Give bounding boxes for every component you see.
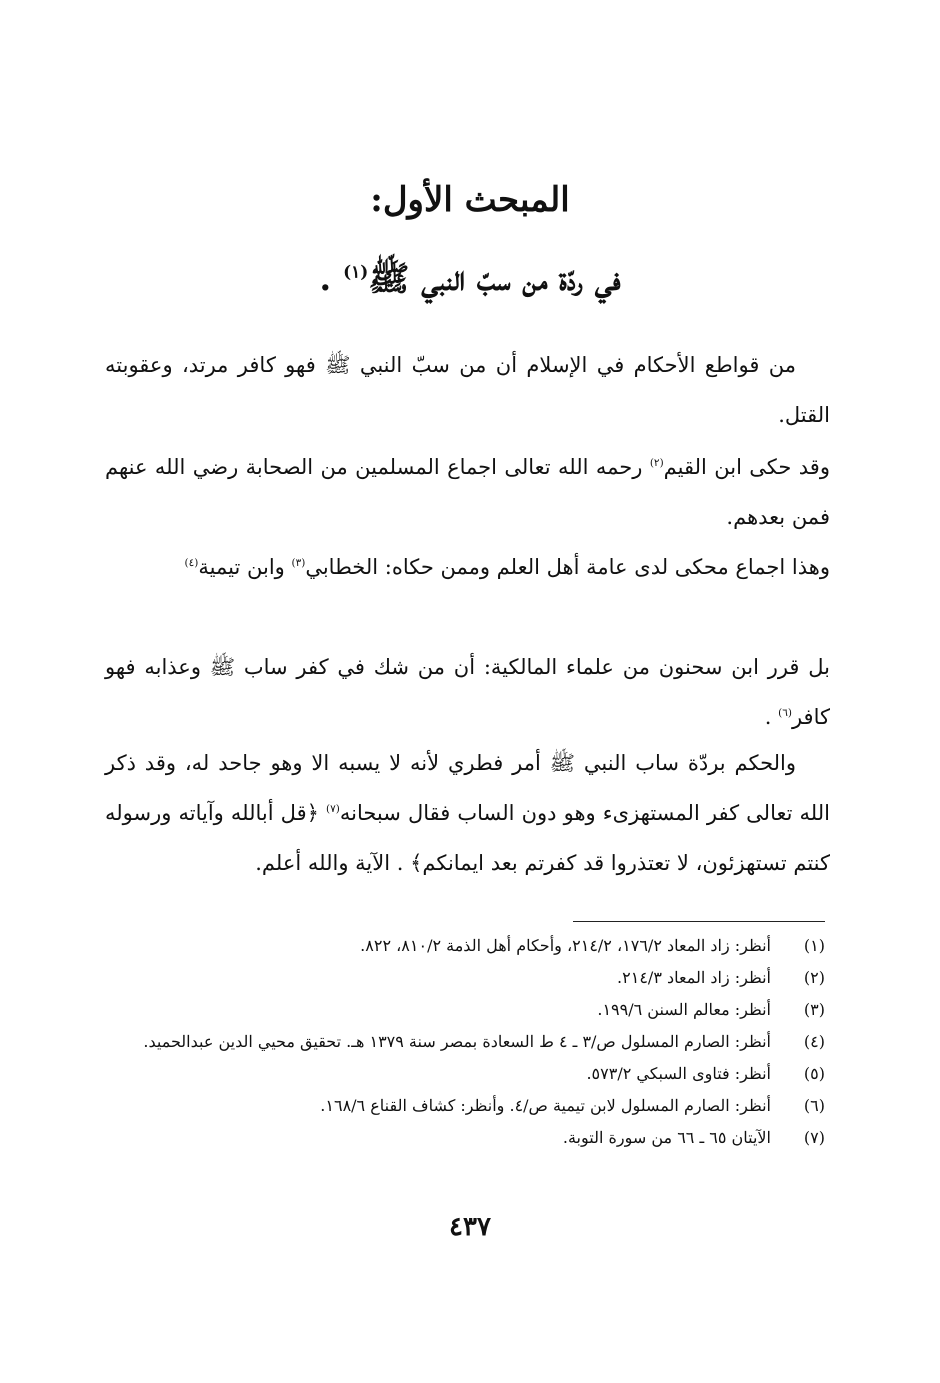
section-title-end: .: [319, 259, 344, 299]
footnote-number: (٦): [803, 1096, 825, 1115]
footnote-number: (٢): [803, 968, 825, 987]
footnote-text: أنظر: زاد المعاد ٢١٤/٣.: [617, 968, 771, 987]
footnotes-list: [135, 930, 825, 1154]
page-number: ٤٣٧: [449, 1212, 491, 1242]
paragraph-3: [105, 542, 830, 592]
footnote-text: أنظر: زاد المعاد ١٧٦/٢، ٢١٤/٢، وأحكام أهل الذمة ٨١٠/٢، ٨٢٢.: [360, 936, 771, 955]
section-title-text: في ردّة من سبّ النبي ﷺ: [368, 259, 621, 299]
paragraph-3-text-a: وهذا اجماع محكى لدى عامة أهل العلم وممن حكاه: الخطابي: [305, 555, 830, 579]
footnote-ref[interactable]: (٤): [184, 557, 199, 569]
footnote-number: (١): [803, 936, 825, 955]
footnote-number: (٧): [803, 1128, 825, 1147]
paragraph-5-text-b: ﴿قل أبالله وآياته ورسوله كنتم تستهزئون، لا تعتذروا قد كفرتم بعد ايمانكم﴾ . الآية والله أعلم.: [105, 801, 830, 875]
paragraph-1-text: من قواطع الأحكام في الإسلام أن من سبّ النبي ﷺ فهو كافر مرتد، وعقوبته القتل.: [105, 353, 830, 427]
footnote-number: (٤): [803, 1032, 825, 1051]
footnote-ref[interactable]: (١): [343, 262, 369, 283]
footnote-item: [135, 994, 825, 1026]
footnote-text: أنظر: الصارم المسلول لابن تيمية ص/٤. وأنظر: كشاف القناع ١٦٨/٦.: [320, 1096, 771, 1115]
paragraph-2-text-b: رحمه الله تعالى اجماع المسلمين من الصحابة رضي الله عنهم فمن بعدهم.: [105, 455, 830, 529]
footnote-ref[interactable]: (٣): [291, 557, 306, 569]
paragraph-2-text-a: وقد حكى ابن القيم: [663, 455, 830, 479]
paragraph-4-text-b: .: [764, 705, 779, 729]
footnote-text: الآيتان ٦٥ ـ ٦٦ من سورة التوبة.: [562, 1128, 771, 1147]
footnote-item: [135, 962, 825, 994]
chapter-heading-text: المبحث الأول:: [370, 180, 570, 220]
paragraph-1: [105, 340, 830, 440]
paragraph-5-text-a: والحكم بردّة ساب النبي ﷺ أمر فطري لأنه لا يسبه الا وهو جاحد له، وقد ذكر الله تعالى كفر المستهزىء وهو دون الساب فقال سبحانه: [105, 751, 830, 825]
footnote-number: (٥): [803, 1064, 825, 1083]
footnote-item: [135, 1058, 825, 1090]
paragraph-3-text-b: وابن تيمية: [198, 555, 292, 579]
footnote-item: [135, 1122, 825, 1154]
footnote-ref[interactable]: (٦): [778, 707, 792, 719]
footnote-item: [135, 1026, 825, 1058]
footnote-text: أنظر: فتاوى السبكي ٥٧٣/٢.: [586, 1064, 771, 1083]
paragraph-4-text-a: بل قرر ابن سحنون من علماء المالكية: أن من شك في كفر ساب ﷺ وعذابه فهو كافر: [105, 655, 830, 729]
footnote-divider: [573, 921, 825, 922]
section-title: [0, 258, 940, 307]
paragraph-2: [105, 442, 830, 542]
footnote-item: [135, 1090, 825, 1122]
paragraph-4: [105, 642, 830, 742]
footnote-text: أنظر: معالم السنن ١٩٩/٦.: [597, 1000, 771, 1019]
footnote-item: [135, 930, 825, 962]
footnote-number: (٣): [803, 1000, 825, 1019]
footnote-text: أنظر: الصارم المسلول ص/٣ ـ ٤ ط السعادة بمصر سنة ١٣٧٩ هـ. تحقيق محيي الدين عبدالحميد.: [143, 1032, 771, 1051]
paragraph-5: [105, 738, 830, 888]
chapter-heading: [0, 180, 940, 220]
footnote-ref[interactable]: (٧): [326, 803, 340, 815]
footnote-ref[interactable]: (٢): [649, 457, 664, 469]
